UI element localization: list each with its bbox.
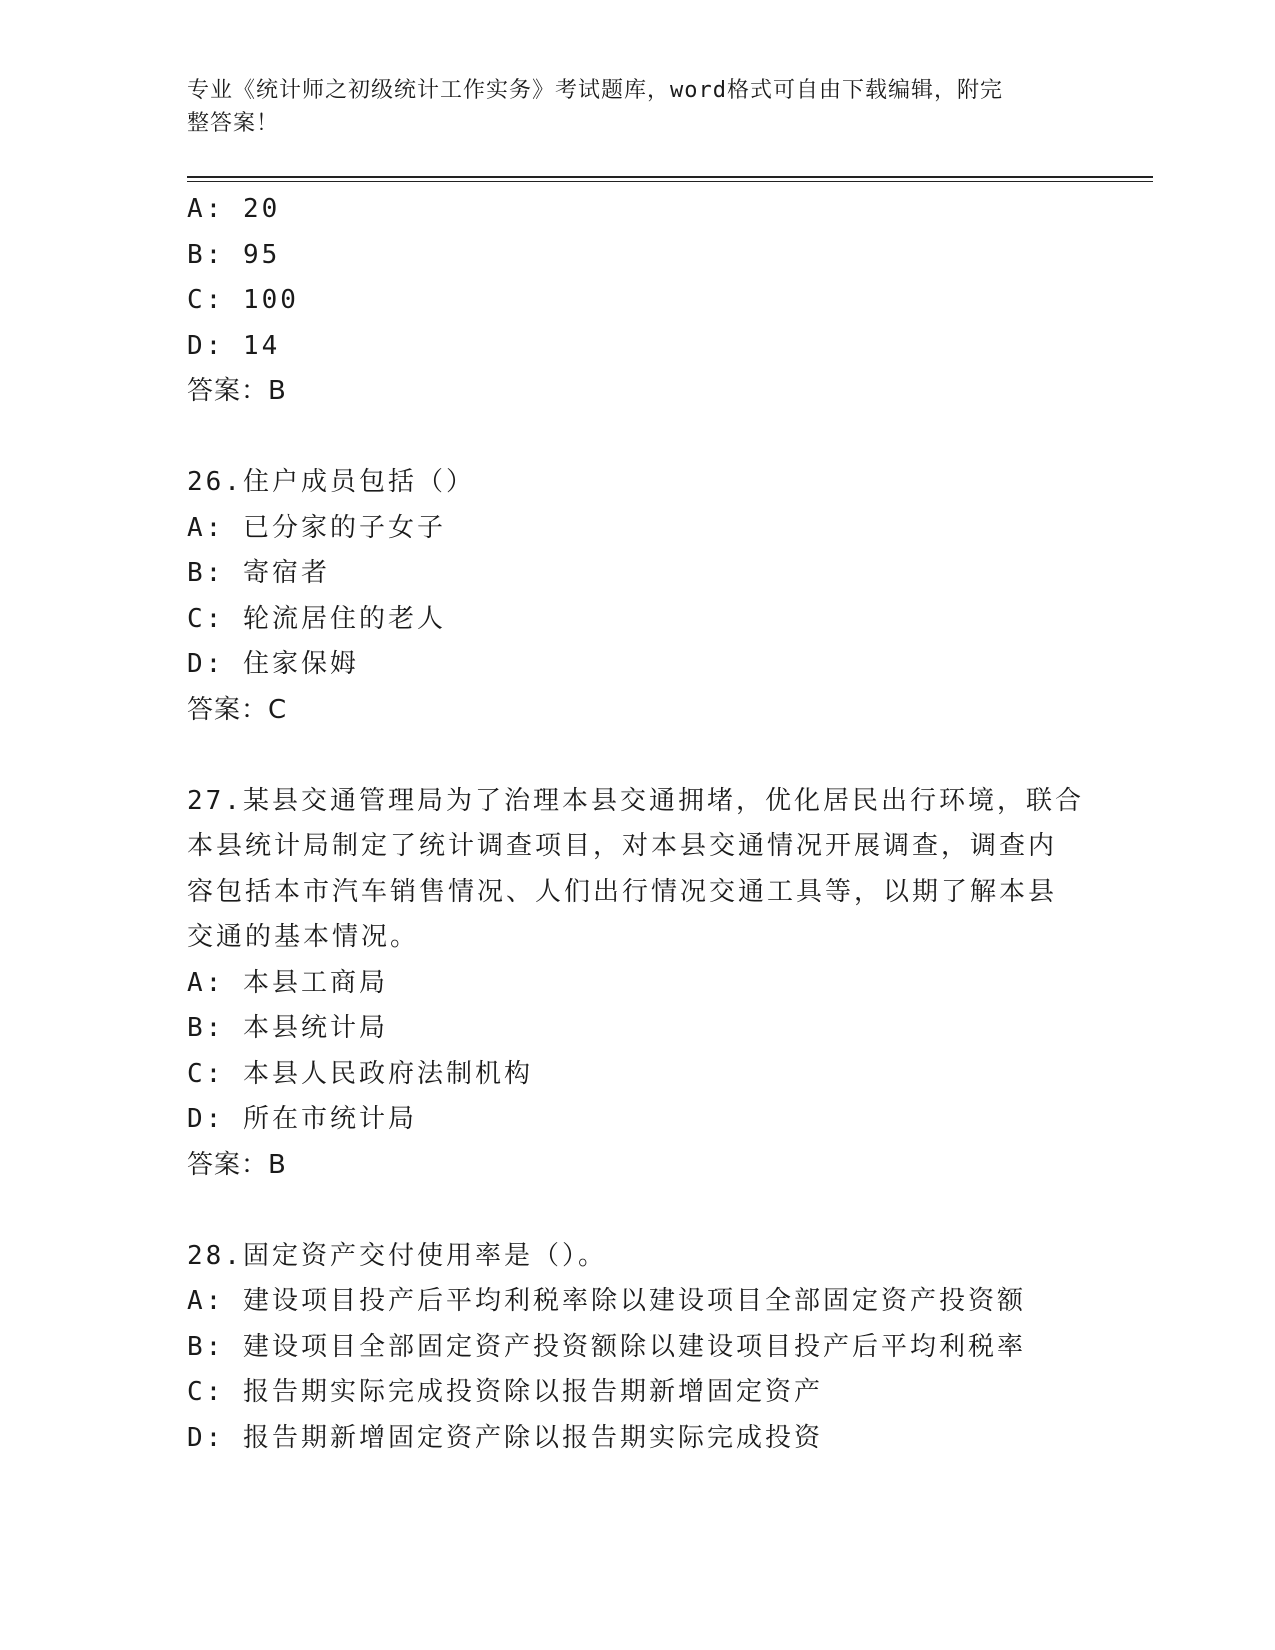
- answer: 答案：B: [187, 376, 287, 406]
- header-rule-thin: [187, 181, 1153, 182]
- question-stem-line: 容包括本市汽车销售情况、人们出行情况交通工具等，以期了解本县: [187, 876, 1058, 907]
- header-rule-thick: [187, 176, 1153, 178]
- answer: 答案：C: [187, 694, 288, 725]
- header-note: [187, 74, 1067, 140]
- option-a: A: 本县工商局: [187, 967, 388, 998]
- option-a: A: 20: [187, 194, 281, 224]
- header-note-line-1: 专业《统计师之初级统计工作实务》考试题库，word格式可自由下载编辑，附完: [187, 78, 1003, 103]
- spacer: [187, 1188, 1087, 1234]
- question-25: [187, 187, 1087, 415]
- question-content: [187, 187, 1087, 1461]
- question-stem: 26.住户成员包括（）: [187, 467, 475, 497]
- question-stem: 28.固定资产交付使用率是（）。: [187, 1240, 607, 1271]
- option-c: C: 100: [187, 285, 299, 315]
- question-stem-line: 交通的基本情况。: [187, 922, 420, 952]
- option-b: B: 本县统计局: [187, 1013, 388, 1043]
- option-a: A: 已分家的子女子: [187, 512, 446, 543]
- answer: 答案：B: [187, 1149, 287, 1180]
- spacer: [187, 415, 1087, 461]
- option-d: D: 报告期新增固定资产除以报告期实际完成投资: [187, 1422, 823, 1453]
- question-27: [187, 779, 1087, 1189]
- question-stem-line: 本县统计局制定了统计调查项目，对本县交通情况开展调查，调查内: [187, 831, 1058, 861]
- question-28: [187, 1234, 1087, 1462]
- option-b: B: 95: [187, 239, 281, 270]
- question-stem-line: 27.某县交通管理局为了治理本县交通拥堵，优化居民出行环境，联合: [187, 785, 1084, 816]
- option-d: D: 住家保姆: [187, 649, 359, 679]
- spacer: [187, 733, 1087, 779]
- option-d: D: 14: [187, 330, 281, 361]
- header-note-line-2: 整答案！: [187, 111, 280, 136]
- option-c: C: 轮流居住的老人: [187, 603, 446, 634]
- question-26: [187, 460, 1087, 733]
- option-c: C: 报告期实际完成投资除以报告期新增固定资产: [187, 1377, 823, 1407]
- option-d: D: 所在市统计局: [187, 1104, 417, 1134]
- option-b: B: 建设项目全部固定资产投资额除以建设项目投产后平均利税率: [187, 1331, 1026, 1362]
- option-a: A: 建设项目投产后平均利税率除以建设项目全部固定资产投资额: [187, 1286, 1026, 1316]
- option-c: C: 本县人民政府法制机构: [187, 1058, 533, 1089]
- option-b: B: 寄宿者: [187, 558, 330, 588]
